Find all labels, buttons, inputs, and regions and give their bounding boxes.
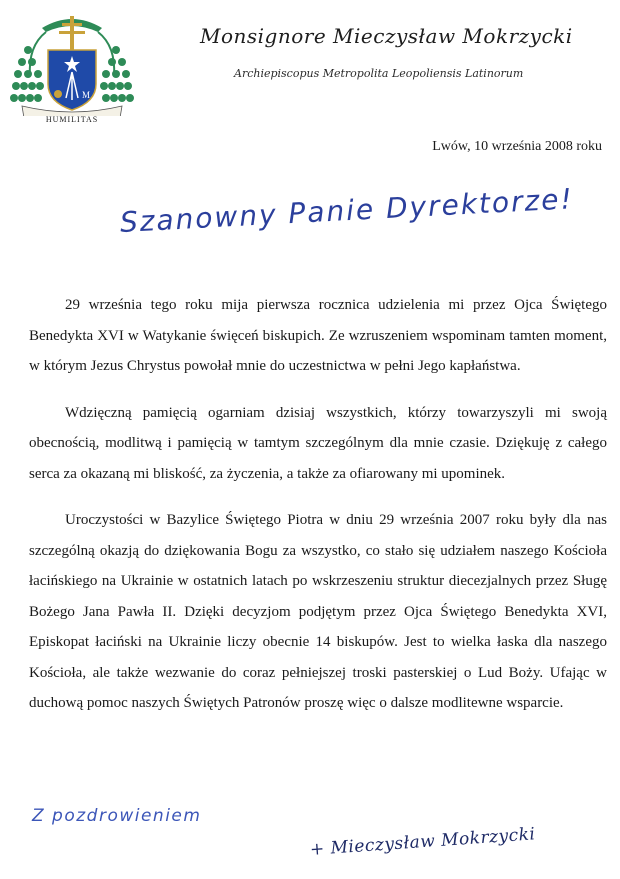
- svg-text:M: M: [82, 90, 91, 100]
- paragraph: Uroczystości w Bazylice Świętego Piotra w dniu 29 września 2007 roku były dla nas szczególną okazją do dziękowania Bogu za wszystko, co stało się udziałem naszego Kościoła łacińskiego na Ukrainie w ostatnich latach po wskrzeszeniu struktur diecezjalnych przez Sługę Bożego Jana Pawła II. Dzięki decyzjom podjętym przez Ojca Świętego Benedykta XVI, Episkopat łaciński na Ukrainie liczy obecnie 14 biskupów. Jest to wielka łaska dla naszego Kościoła, ale także wezwanie do coraz pełniejszej troski pasterskiej o Lud Boży. Ufając w duchową pomoc naszych Świętych Patronów proszę więc o dalsze modlitewne wsparcie.: [29, 512, 607, 711]
- letterhead-title: Archiepiscopus Metropolita Leopoliensis Latinorum: [234, 67, 524, 80]
- archiepiscopal-coat-of-arms-icon: [8, 6, 136, 130]
- letterhead-name: Monsignore Mieczysław Mokrzycki: [200, 24, 573, 48]
- handwritten-greeting: Szanowny Panie Dyrektorze!: [119, 182, 575, 239]
- paragraph: Wdzięczną pamięcią ogarniam dzisiaj wszystkich, którzy towarzyszyli mi swoją obecnością, modlitwą i pamięcią w tamtym szczególnym dla mnie czasie. Dziękuję z całego serca za okazaną mi bliskość, za życzenia, a także za ofiarowany mi upominek.: [29, 404, 607, 482]
- paragraph: 29 września tego roku mija pierwsza rocznica udzielenia mi przez Ojca Świętego Benedykta XVI w Watykanie święceń biskupich. Ze wzruszeniem wspominam tamten moment, w którym Jezus Chrystus powołał mnie do uczestnictwa w pełni Jego kapłaństwa.: [29, 297, 607, 374]
- dateline: Lwów, 10 września 2008 roku: [432, 139, 602, 154]
- letter-body: [29, 290, 607, 735]
- crest-motto: HUMILITAS: [45, 115, 99, 124]
- handwritten-closing: Z pozdrowieniem: [32, 806, 202, 826]
- handwritten-signature: + Mieczysław Mokrzycki: [309, 824, 537, 860]
